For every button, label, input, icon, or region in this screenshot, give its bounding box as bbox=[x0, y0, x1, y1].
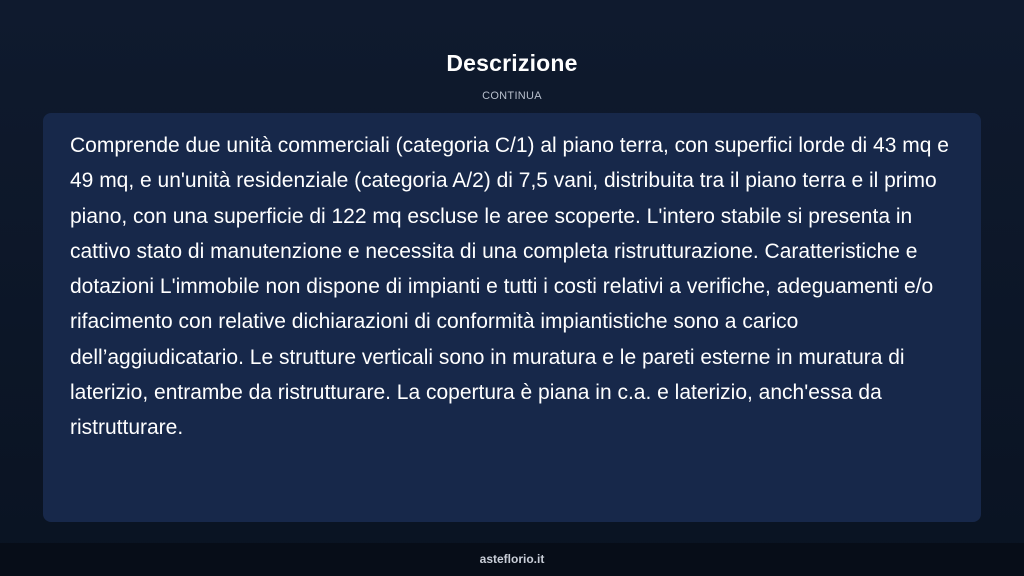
page-title: Descrizione bbox=[446, 50, 578, 76]
description-text: Comprende due unità commerciali (categoria C/1) al piano terra, con superfici lorde di 43 mq e 49 mq, e un'unità residenziale (categoria A/2) di 7,5 vani, distribuita tra il piano terra e il primo piano, con una superficie di 122 mq escluse le aree scoperte. L'intero stabile si presenta in cattivo stato di manutenzione e necessita di una completa ristrutturazione. Caratteristiche e dotazioni L'immobile non dispone di impianti e tutti i costi relativi a verifiche, adeguamenti e/o rifacimento con relative dichiarazioni di conformità impiantistiche sono a carico dell’aggiudicatario. Le strutture verticali sono in muratura e le pareti esterne in muratura di laterizio, entrambe da ristrutturare. La copertura è piana in c.a. e laterizio, anch'essa da ristrutturare. bbox=[70, 134, 949, 440]
footer-bar bbox=[0, 543, 1024, 576]
site-name: asteflorio.it bbox=[479, 552, 545, 566]
description-card bbox=[43, 113, 981, 522]
continua-label: CONTINUA bbox=[482, 90, 542, 102]
